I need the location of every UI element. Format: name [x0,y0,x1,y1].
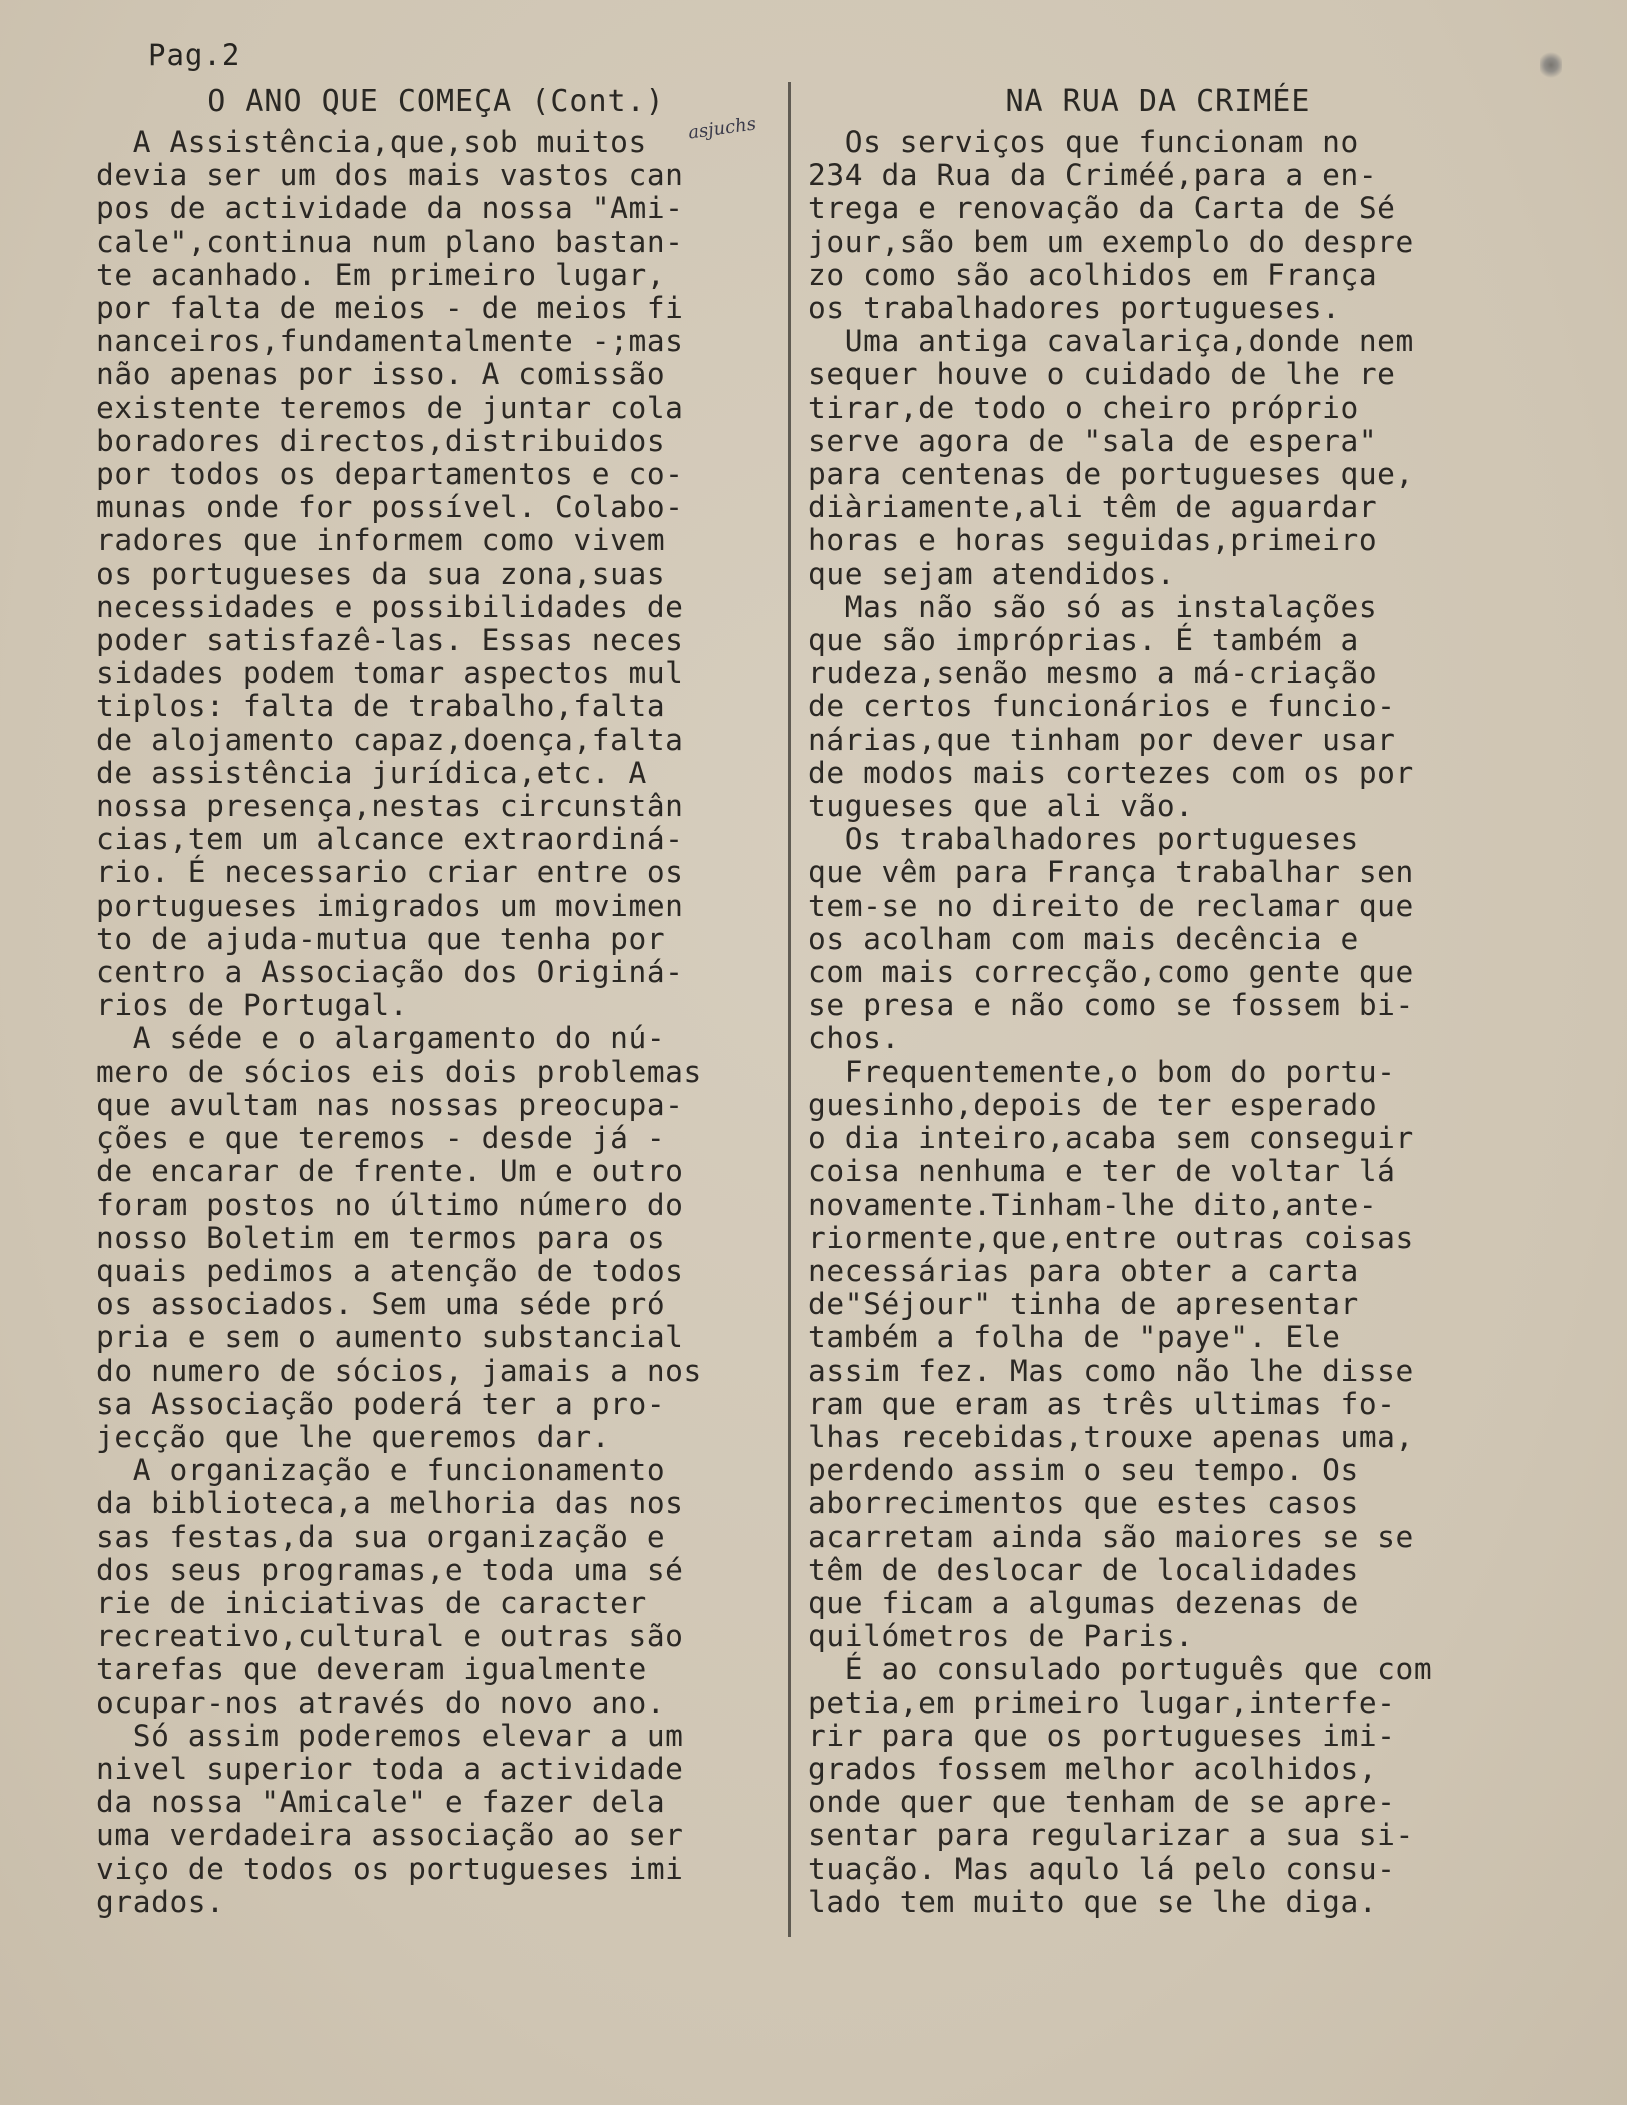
text-line: Frequentemente,o bom do portu- [808,1054,1396,1089]
text-line: não apenas por isso. A comissão [96,357,666,392]
text-line: também a folha de "paye". Ele [808,1320,1341,1355]
text-line: necessidades e possibilidades de [96,589,684,624]
text-line: sas festas,da sua organização e [96,1519,666,1554]
text-line: tiplos: falta de trabalho,falta [96,689,666,724]
text-line: horas e horas seguidas,primeiro [808,523,1378,558]
text-line: por falta de meios - de meios fi [96,291,684,326]
text-line: novamente.Tinham-lhe dito,ante- [808,1187,1378,1222]
text-line: Só assim poderemos elevar a um [96,1718,684,1753]
text-line: sidades podem tomar aspectos mul [96,656,684,691]
text-line: riormente,que,entre outras coisas [808,1220,1414,1255]
ink-smudge [1540,50,1562,80]
text-line: nossa presença,nestas circunstân [96,789,684,824]
text-line: dos seus programas,e toda uma sé [96,1552,684,1587]
text-line: do numero de sócios, jamais a nos [96,1353,702,1388]
text-line: coisa nenhuma e ter de voltar lá [808,1154,1396,1189]
text-line: os trabalhadores portugueses. [808,291,1341,326]
text-line: grados fossem melhor acolhidos, [808,1751,1378,1786]
text-line: guesinho,depois de ter esperado [808,1087,1378,1122]
text-line: ções e que teremos - desde já - [96,1121,666,1156]
text-line: centro a Associação dos Originá- [96,955,684,990]
text-line: Os trabalhadores portugueses [808,822,1359,857]
text-line: sequer houve o cuidado de lhe re [808,357,1396,392]
text-line: serve agora de "sala de espera" [808,423,1378,458]
text-line: pria e sem o aumento substancial [96,1320,684,1355]
text-line: que vêm para França trabalhar sen [808,855,1414,890]
text-line: o dia inteiro,acaba sem conseguir [808,1121,1414,1156]
right-column-body [808,126,1508,1919]
text-line: de modos mais cortezes com os por [808,755,1414,790]
handwritten-margin-note: asjuchs [686,113,758,144]
text-line: A organização e funcionamento [96,1453,666,1488]
text-line: os acolham com mais decência e [808,921,1359,956]
text-line: assim fez. Mas como não lhe disse [808,1353,1414,1388]
text-line: foram postos no último número do [96,1187,684,1222]
text-line: necessárias para obter a carta [808,1253,1359,1288]
text-line: onde quer que tenham de se apre- [808,1785,1396,1820]
text-line: de certos funcionários e funcio- [808,689,1396,724]
text-line: ram que eram as três ultimas fo- [808,1386,1396,1421]
text-line: jecção que lhe queremos dar. [96,1419,611,1454]
right-column [808,80,1508,1919]
text-line: nivel superior toda a actividade [96,1751,684,1786]
text-line: to de ajuda-mutua que tenha por [96,921,666,956]
text-line: com mais correcção,como gente que [808,955,1414,990]
text-line: pos de actividade da nossa "Ami- [96,191,684,226]
text-line: É ao consulado português que com [808,1652,1433,1687]
right-column-title: NA RUA DA CRIMÉE [1005,84,1311,119]
text-line: Os serviços que funcionam no [808,125,1359,159]
text-line: se presa e não como se fossem bi- [808,988,1414,1023]
text-line: nosso Boletim em termos para os [96,1220,666,1255]
text-line: ocupar-nos através do novo ano. [96,1685,666,1720]
text-line: chos. [808,1021,900,1056]
text-line: de assistência jurídica,etc. A [96,755,647,790]
text-line: portugueses imigrados um movimen [96,888,684,923]
text-line: quilómetros de Paris. [808,1619,1194,1654]
text-line: os portugueses da sua zona,suas [96,556,666,591]
text-line: grados. [96,1884,225,1919]
text-line: tarefas que deveram igualmente [96,1652,647,1687]
text-line: para centenas de portugueses que, [808,457,1414,492]
text-line: tugueses que ali vão. [808,789,1194,824]
text-line: cale",continua num plano bastan- [96,224,684,259]
text-line: rudeza,senão mesmo a má-criação [808,656,1378,691]
text-line: tuação. Mas aqulo lá pelo consu- [808,1851,1396,1886]
text-line: petia,em primeiro lugar,interfe- [808,1685,1396,1720]
page-number: Pag.2 [148,38,241,72]
text-line: os associados. Sem uma séde pró [96,1287,666,1322]
column-divider [788,82,791,1937]
text-line: perdendo assim o seu tempo. Os [808,1453,1359,1488]
text-line: Mas não são só as instalações [808,589,1378,624]
text-line: rios de Portugal. [96,988,409,1023]
text-line: diàriamente,ali têm de aguardar [808,490,1378,525]
text-line: acarretam ainda são maiores se se [808,1519,1414,1554]
text-line: que ficam a algumas dezenas de [808,1585,1359,1620]
text-line: que são impróprias. É também a [808,623,1359,658]
text-line: da nossa "Amicale" e fazer dela [96,1785,666,1820]
text-line: nanceiros,fundamentalmente -;mas [96,324,684,359]
text-line: rir para que os portugueses imi- [808,1718,1396,1753]
text-line: trega e renovação da Carta de Sé [808,191,1396,226]
text-line: sentar para regularizar a sua si- [808,1818,1414,1853]
text-line: têm de deslocar de localidades [808,1552,1359,1587]
text-line: que avultam nas nossas preocupa- [96,1087,684,1122]
text-line: sa Associação poderá ter a pro- [96,1386,666,1421]
text-line: lhas recebidas,trouxe apenas uma, [808,1419,1414,1454]
left-column [96,80,776,1919]
text-line: por todos os departamentos e co- [96,457,684,492]
text-line: existente teremos de juntar cola [96,390,684,425]
text-line: te acanhado. Em primeiro lugar, [96,257,666,292]
text-line: de"Séjour" tinha de apresentar [808,1287,1359,1322]
left-column-title: O ANO QUE COMEÇA (Cont.) [207,84,665,119]
text-line: da biblioteca,a melhoria das nos [96,1486,684,1521]
text-line: recreativo,cultural e outras são [96,1619,684,1654]
text-line: Uma antiga cavalariça,donde nem [808,324,1414,359]
text-line: quais pedimos a atenção de todos [96,1253,684,1288]
text-line: A séde e o alargamento do nú- [96,1021,666,1056]
text-line: cias,tem um alcance extraordiná- [96,822,684,857]
text-line: boradores directos,distribuidos [96,423,666,458]
text-line: de encarar de frente. Um e outro [96,1154,684,1189]
text-line: de alojamento capaz,doença,falta [96,722,684,757]
text-line: munas onde for possível. Colabo- [96,490,684,525]
text-line: poder satisfazê-las. Essas neces [96,623,684,658]
text-line: aborrecimentos que estes casos [808,1486,1359,1521]
text-line: devia ser um dos mais vastos can [96,158,684,193]
text-line: que sejam atendidos. [808,556,1176,591]
text-line: rie de iniciativas de caracter [96,1585,647,1620]
text-line: A Assistência,que,sob muitos [96,125,647,159]
left-column-body [96,126,776,1919]
text-line: 234 da Rua da Criméé,para a en- [808,158,1378,193]
text-line: viço de todos os portugueses imi [96,1851,684,1886]
text-line: tirar,de todo o cheiro próprio [808,390,1359,425]
text-line: jour,são bem um exemplo do despre [808,224,1414,259]
text-line: nárias,que tinham por dever usar [808,722,1396,757]
text-line: uma verdadeira associação ao ser [96,1818,684,1853]
text-line: tem-se no direito de reclamar que [808,888,1414,923]
text-line: mero de sócios eis dois problemas [96,1054,702,1089]
text-line: zo como são acolhidos em França [808,257,1378,292]
text-line: lado tem muito que se lhe diga. [808,1884,1378,1919]
text-line: radores que informem como vivem [96,523,666,558]
text-line: rio. É necessario criar entre os [96,855,684,890]
